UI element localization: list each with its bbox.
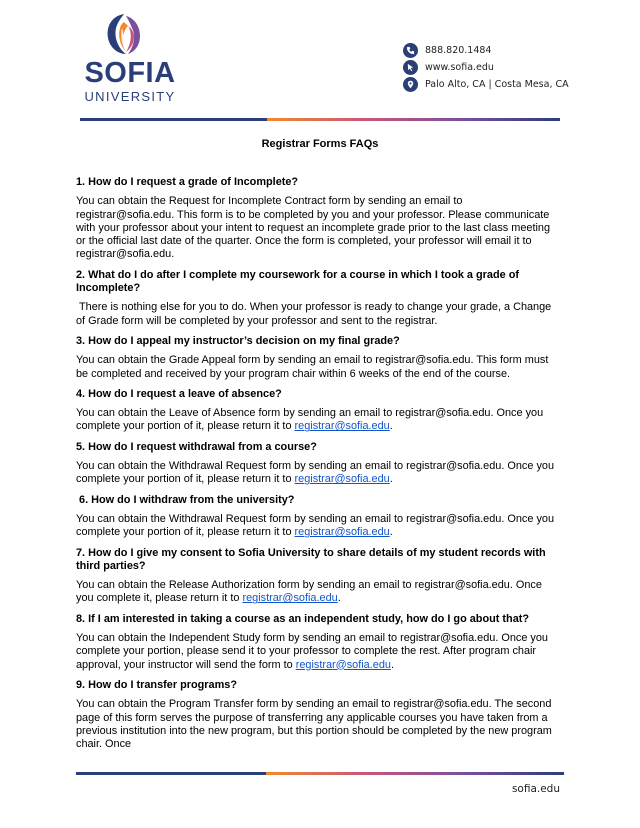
footer-divider — [76, 772, 564, 775]
faq-answer-end: . — [389, 473, 393, 486]
faq-answer-text: You can obtain the Withdrawal Request form by sending an email to registrar@sofia.edu. Once you complete your portion of it, please return it to — [76, 512, 555, 539]
faq-question: 5. How do I request withdrawal from a course? — [76, 440, 317, 453]
contact-phone — [403, 42, 569, 59]
registrar-email-link[interactable]: registrar@sofia.edu — [242, 592, 338, 605]
contact-website — [403, 59, 569, 76]
registrar-email-link[interactable]: registrar@sofia.edu — [294, 473, 390, 486]
faq-answer — [76, 579, 562, 606]
locations: Palo Alto, CA | Costa Mesa, CA — [425, 79, 569, 90]
logo-subtitle: UNIVERSITY — [84, 89, 176, 104]
faq-answer — [76, 632, 562, 672]
registrar-email-link[interactable]: registrar@sofia.edu — [294, 526, 390, 539]
faq-answer: You can obtain the Request for Incomplete Contract form by sending an email to registrar@sofia.edu. This form is to be completed by you and your professor. Please communicate with your professor about your intent to request an incomplete grade prior to the last class meeting or the official last date of the quarter. Once the form is completed, your professor will email it to registrar@sofia.edu. — [76, 195, 550, 261]
faq-answer-end: . — [337, 592, 341, 605]
phone-number[interactable]: 888.820.1484 — [425, 45, 492, 56]
faq-answer: There is nothing else for you to do. When your professor is ready to change your grade, a Change of Grade form will be completed by your professor and sent to the registrar. — [76, 301, 555, 327]
faq-question: 9. How do I transfer programs? — [76, 678, 237, 691]
faq-list — [76, 176, 562, 758]
faq-question: 7. How do I give my consent to Sofia University to share details of my student records with third parties? — [76, 546, 546, 572]
faq-answer — [76, 513, 562, 540]
faq-answer-text: You can obtain the Release Authorization form by sending an email to registrar@sofia.edu. Once you complete it, please return it to — [76, 579, 542, 605]
logo-wordmark: SOFIA — [84, 57, 176, 89]
cursor-icon — [403, 60, 418, 75]
faq-answer: You can obtain the Grade Appeal form by sending an email to registrar@sofia.edu. This form must be completed and received by your program chair within 6 weeks of the end of the course. — [76, 354, 549, 380]
footer-site[interactable]: sofia.edu — [511, 783, 560, 795]
faq-question: 1. How do I request a grade of Incomplete? — [76, 176, 299, 188]
faq-question: 3. How do I appeal my instructor’s decision on my final grade? — [76, 334, 400, 347]
faq-question: 4. How do I request a leave of absence? — [76, 387, 282, 400]
faq-answer-text: You can obtain the Leave of Absence form by sending an email to registrar@sofia.edu. Once you complete your portion of it, please return it to — [76, 407, 544, 433]
sofia-emblem-icon — [104, 12, 144, 56]
faq-question: 8. If I am interested in taking a course as an independent study, how do I go about that? — [76, 612, 530, 625]
website-url[interactable]: www.sofia.edu — [425, 62, 494, 73]
contact-location — [403, 76, 569, 93]
faq-answer: You can obtain the Program Transfer form by sending an email to registrar@sofia.edu. The second page of this form serves the purpose of transferring any applicable courses you have taken from a previous institution into the new program, but this portion should be completed by the new program chair. Once — [76, 698, 552, 751]
registrar-email-link[interactable]: registrar@sofia.edu — [294, 420, 390, 433]
faq-answer — [76, 460, 562, 487]
faq-question: 6. How do I withdraw from the university? — [76, 493, 295, 506]
page-title: Registrar Forms FAQs — [261, 138, 379, 150]
registrar-email-link[interactable]: registrar@sofia.edu — [295, 658, 391, 671]
phone-icon — [403, 43, 418, 58]
faq-answer-end: . — [389, 420, 393, 433]
location-pin-icon — [403, 77, 418, 92]
faq-answer-end: . — [389, 526, 393, 539]
faq-answer-end: . — [390, 658, 394, 671]
faq-answer-text: You can obtain the Independent Study form by sending an email to registrar@sofia.edu. Once you complete your portion, please send it to your professor to complete the rest. After program chair approval, your instructor will send the form to — [76, 632, 548, 671]
header-divider — [80, 118, 560, 121]
faq-answer — [76, 407, 562, 434]
faq-question: 2. What do I do after I complete my coursework for a course in which I took a grade of Incomplete? — [76, 268, 519, 295]
contact-info — [403, 42, 569, 93]
faq-answer-text: You can obtain the Withdrawal Request form by sending an email to registrar@sofia.edu. Once you complete your portion of it, please return it to — [76, 460, 555, 486]
sofia-logo — [80, 12, 180, 102]
